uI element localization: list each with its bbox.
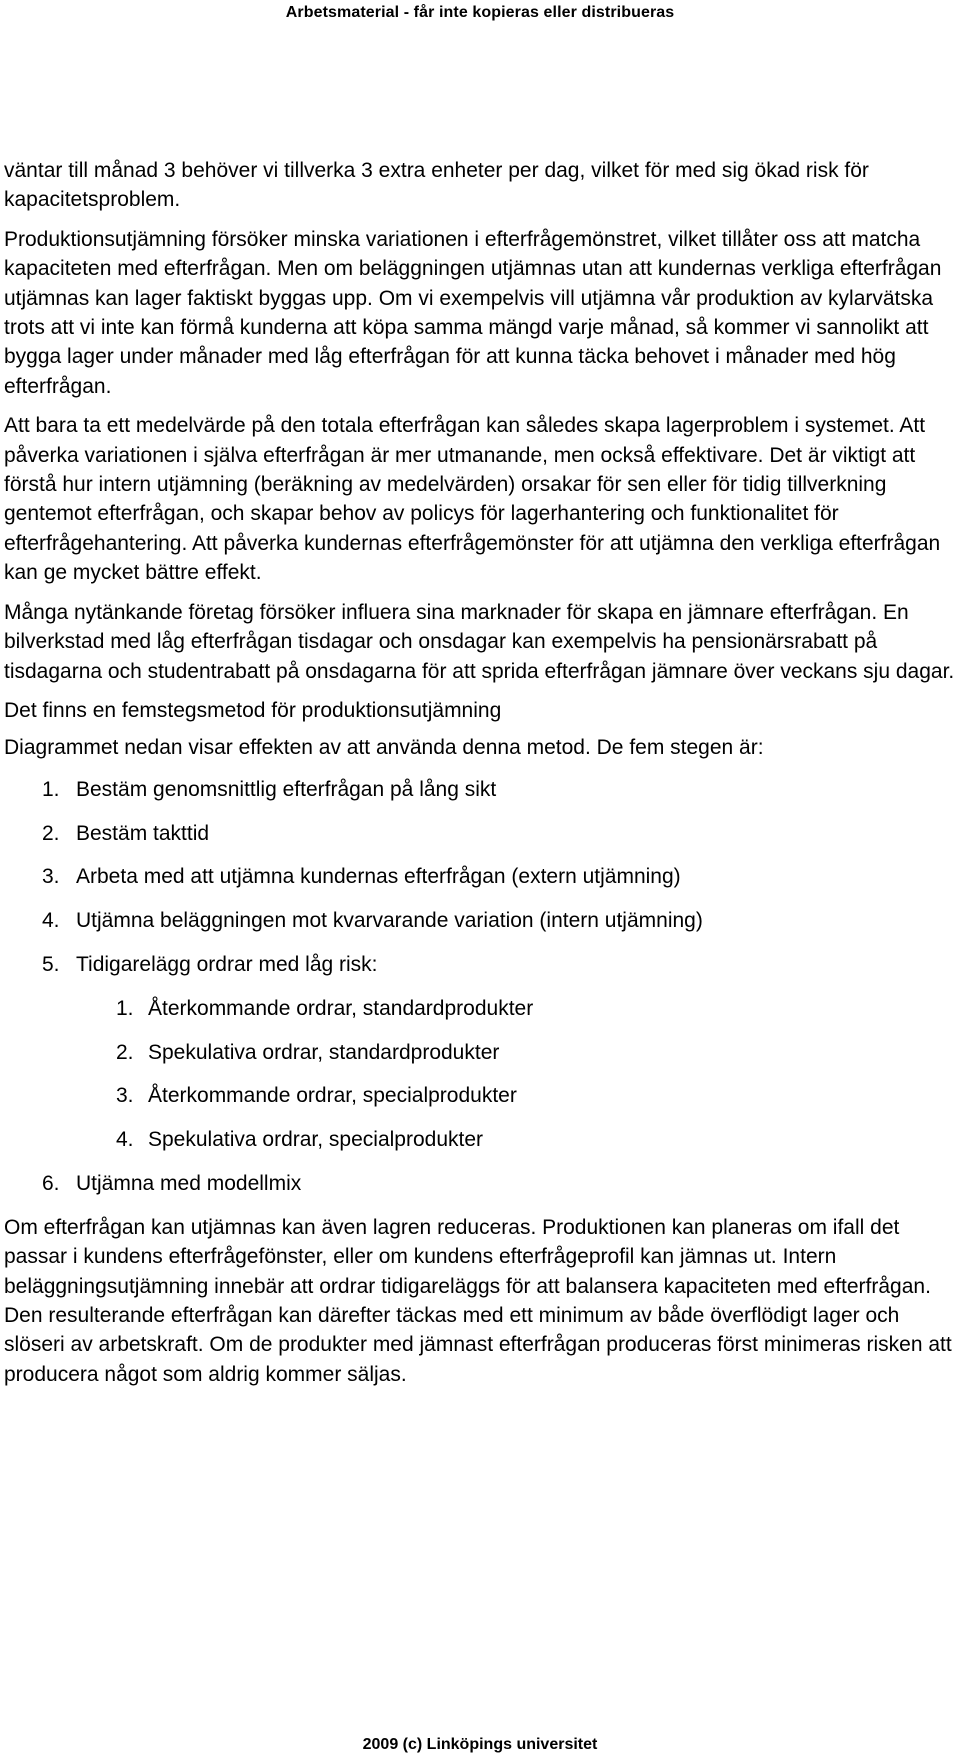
paragraph-7: Om efterfrågan kan utjämnas kan även lagren reduceras. Produktionen kan planeras om ifall det passar i kundens efterfrågefönster, eller om kundens efterfrågeprofil kan jämnas ut. Intern beläggningsutjämning innebär att ordrar tidigareläggs för att balansera kapaciteten med efterfrågan. Den resulterande efterfrågan kan därefter täckas med ett minimum av både överflödigt lager och slöseri av arbetskraft. Om de produkter med jämnast efterfrågan produceras först minimeras risken att producera något som aldrig kommer säljas. (4, 1215, 952, 1386)
substep-list (76, 994, 956, 1155)
substep-number: 3. (116, 1084, 134, 1108)
substep-label: Återkommande ordrar, standardprodukter (148, 996, 534, 1020)
step-item (42, 950, 956, 1155)
step-label: Bestäm genomsnittlig efterfrågan på lång sikt (76, 777, 497, 801)
document-body (4, 156, 956, 1399)
step-number: 3. (42, 865, 60, 889)
substep-number: 4. (116, 1128, 134, 1152)
step-label: Utjämna beläggningen mot kvarvarande variation (intern utjämning) (76, 909, 703, 933)
step-label: Arbeta med att utjämna kundernas efterfrågan (extern utjämning) (76, 865, 681, 889)
substep-item (116, 994, 956, 1023)
step-label: Utjämna med modellmix (76, 1171, 302, 1195)
substep-label: Spekulativa ordrar, standardprodukter (148, 1040, 500, 1064)
step-list (4, 775, 956, 1199)
step-number: 2. (42, 821, 60, 845)
step-item (42, 775, 956, 804)
paragraph-5: Det finns en femstegsmetod för produktionsutjämning (4, 698, 502, 722)
paragraph-3: Att bara ta ett medelvärde på den totala efterfrågan kan således skapa lagerproblem i systemet. Att påverka variationen i själva efterfrågan är mer utmanande, men också effektivare. Det är viktigt att förstå hur intern utjämning (beräkning av medelvärden) orsakar för sen eller för tidig tillverkning gentemot efterfrågan, och skapar behov av policys för lagerhantering och funktionalitet för efterfrågehantering. Att påverka kundernas efterfrågemönster för att utjämna den verkliga efterfrågan kan ge mycket bättre effekt. (4, 414, 941, 585)
page-header: Arbetsmaterial - får inte kopieras eller distribueras (285, 4, 675, 21)
paragraph-6: Diagrammet nedan visar effekten av att använda denna metod. De fem stegen är: (4, 736, 764, 760)
paragraph-2: Produktionsutjämning försöker minska variationen i efterfrågemönstret, vilket tillåter oss att matcha kapaciteten med efterfrågan. Men om beläggningen utjämnas utan att kundernas verkliga efterfrågan utjämnas kan lager faktiskt byggas upp. Om vi exempelvis vill utjämna vår produktion av kylarvätska trots att vi inte kan förmå kunderna att köpa samma mängd varje månad, så kommer vi sannolikt att bygga lager under månader med låg efterfrågan för att kunna täcka behovet i månader med hög efterfrågan. (4, 227, 942, 398)
substep-label: Återkommande ordrar, specialprodukter (148, 1084, 517, 1108)
paragraph-1: väntar till månad 3 behöver vi tillverka 3 extra enheter per dag, vilket för med sig ökad risk för kapacitetsproblem. (4, 159, 869, 212)
substep-number: 1. (116, 996, 134, 1020)
substep-item (116, 1038, 956, 1067)
step-item (42, 1169, 956, 1198)
substep-item (116, 1125, 956, 1154)
step-number: 5. (42, 952, 60, 976)
step-item (42, 906, 956, 935)
substep-number: 2. (116, 1040, 134, 1064)
substep-label: Spekulativa ordrar, specialprodukter (148, 1128, 484, 1152)
step-item (42, 862, 956, 891)
step-label: Bestäm takttid (76, 821, 210, 845)
step-label: Tidigarelägg ordrar med låg risk: (76, 952, 378, 976)
page-footer: 2009 (c) Linköpings universitet (362, 1736, 598, 1753)
step-number: 1. (42, 777, 60, 801)
step-number: 4. (42, 909, 60, 933)
paragraph-4: Många nytänkande företag försöker influera sina marknader för skapa en jämnare efterfrågan. En bilverkstad med låg efterfrågan tisdagar och onsdagar kan exempelvis ha pensionärsrabatt på tisdagarna och studentrabatt på onsdagarna för att sprida efterfrågan jämnare över veckans sju dagar. (4, 600, 955, 683)
substep-item (116, 1081, 956, 1110)
step-number: 6. (42, 1171, 60, 1195)
step-item (42, 819, 956, 848)
